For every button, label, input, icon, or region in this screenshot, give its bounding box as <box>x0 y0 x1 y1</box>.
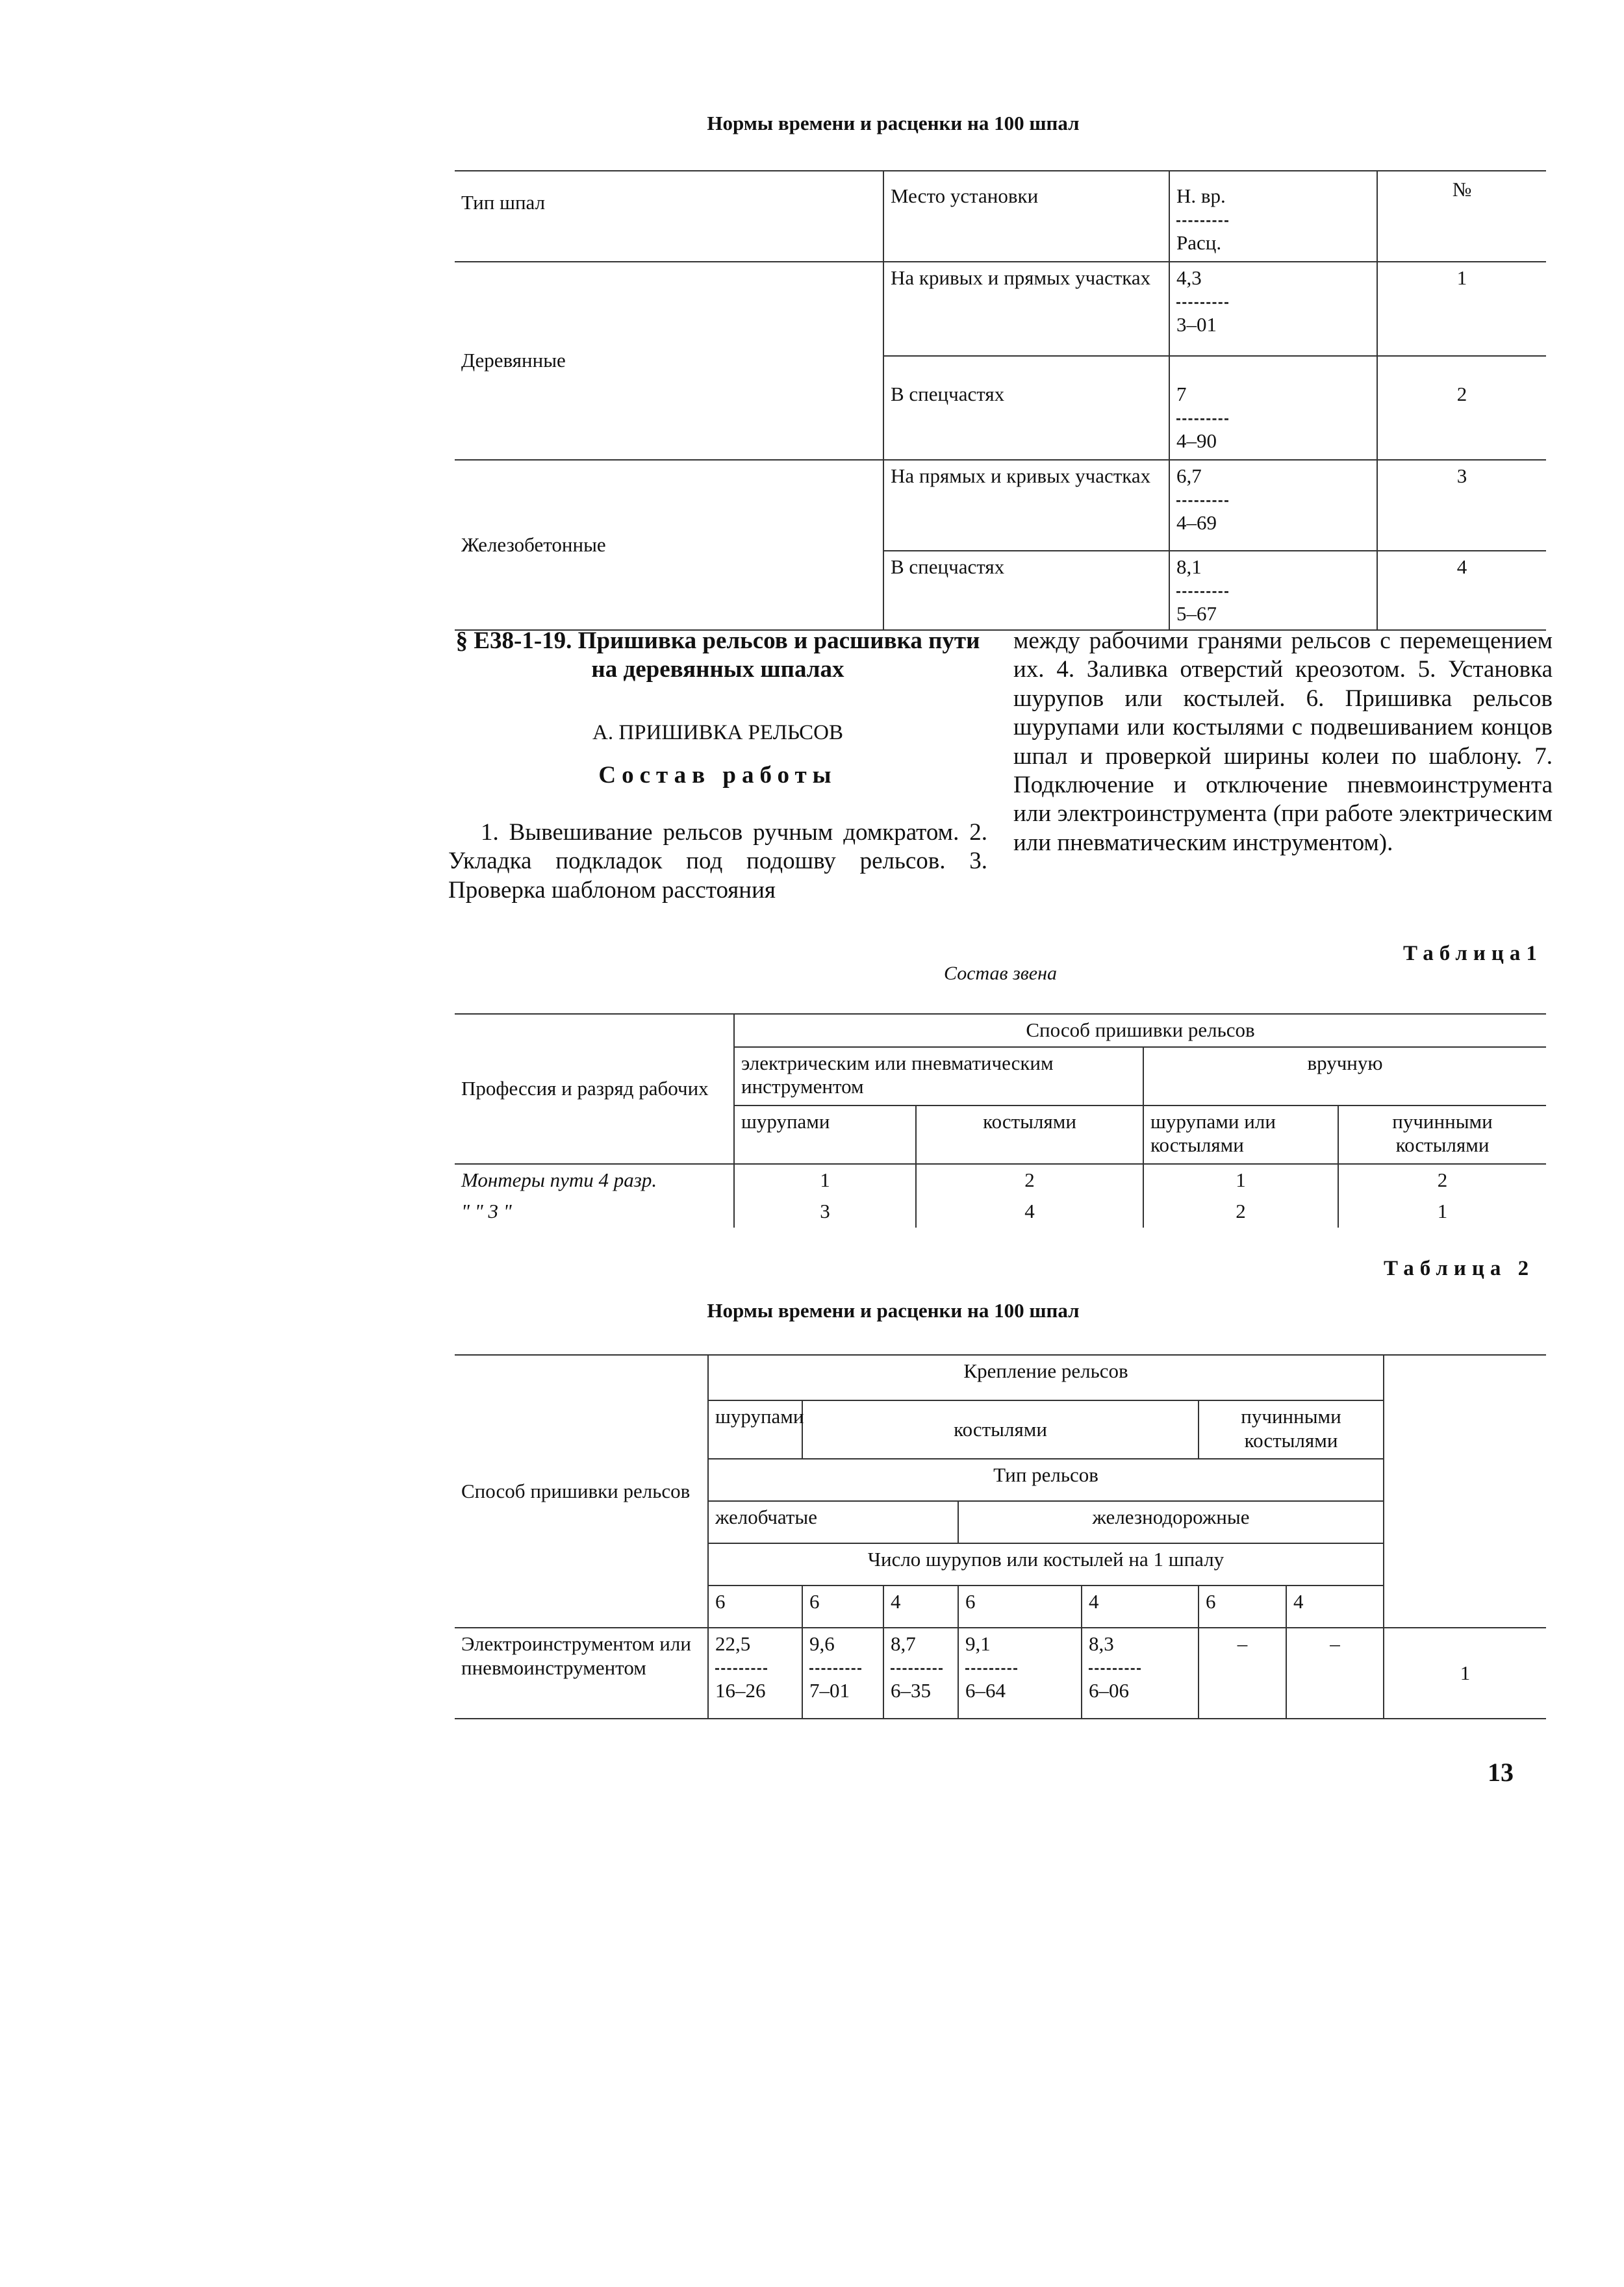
count-cell: 4 <box>883 1586 958 1628</box>
col-method: Способ пришивки рельсов <box>455 1355 708 1628</box>
value: 3 <box>734 1196 916 1228</box>
col-manual: вручную <box>1143 1047 1546 1106</box>
count-cell: 4 <box>1082 1586 1199 1628</box>
norm-rate: 4,3 3–01 <box>1169 262 1377 356</box>
norm-rate: 6,7 4–69 <box>1169 460 1377 551</box>
t1-label: Таблица1 <box>1403 942 1543 965</box>
col-place: Место установки <box>883 171 1169 262</box>
type-concrete: Железобетонные <box>455 460 883 630</box>
section-heading: § Е38-1-19. Пришивка рельсов и расшивка пути на деревянных шпалах <box>455 627 980 683</box>
h-rail-type: Тип рельсов <box>708 1459 1384 1501</box>
prof-row: " " 3 " <box>455 1196 734 1228</box>
norm-rate: 9,6 7–01 <box>802 1628 883 1719</box>
type-wood: Деревянные <box>455 262 883 460</box>
norms-table-0 <box>455 170 1546 631</box>
value: 4 <box>916 1196 1143 1228</box>
sub-screws: шурупами <box>734 1106 916 1164</box>
count-cell: 6 <box>708 1586 802 1628</box>
place: В спецчастях <box>883 356 1169 460</box>
row-no: 4 <box>1377 551 1546 630</box>
h-count: Число шурупов или костылей на 1 шпалу <box>708 1543 1384 1586</box>
col-fixing: Крепление рельсов <box>708 1355 1384 1400</box>
sub-screws-or-spikes: шурупами или костылями <box>1143 1106 1338 1164</box>
col-method: Способ пришивки рельсов <box>734 1014 1546 1047</box>
value: 1 <box>1338 1196 1546 1228</box>
count-cell: 4 <box>1286 1586 1384 1628</box>
row-no: 2 <box>1377 356 1546 460</box>
value: 1 <box>1143 1164 1338 1196</box>
row-no: 1 <box>1377 262 1546 356</box>
col-type: Тип шпал <box>455 171 883 262</box>
h-railway: железнодорожные <box>958 1501 1384 1543</box>
row-no: 1 <box>1384 1628 1546 1719</box>
crew-table <box>455 1013 1546 1228</box>
value: 2 <box>916 1164 1143 1196</box>
place: На кривых и прямых участках <box>883 262 1169 356</box>
value: 2 <box>1338 1164 1546 1196</box>
h-spikes: костылями <box>802 1400 1199 1459</box>
h-heave-spikes: пучинными костылями <box>1199 1400 1384 1459</box>
dash-cell: – <box>1286 1628 1384 1719</box>
col-profession: Профессия и разряд рабочих <box>455 1014 734 1164</box>
t2-title: Нормы времени и расценки на 100 шпал <box>707 1299 1080 1322</box>
t0-title: Нормы времени и расценки на 100 шпал <box>707 112 1080 134</box>
norm-rate: 22,5 16–26 <box>708 1628 802 1719</box>
count-cell: 6 <box>1199 1586 1286 1628</box>
col-no-blank <box>1384 1355 1546 1628</box>
value: 2 <box>1143 1196 1338 1228</box>
norm-rate: 9,1 6–64 <box>958 1628 1082 1719</box>
dash-cell: – <box>1199 1628 1286 1719</box>
prof-row: Монтеры пути 4 разр. <box>455 1164 734 1196</box>
t1-title: Состав звена <box>943 963 1057 984</box>
page-number: 13 <box>1488 1758 1514 1787</box>
t2-label: Таблица 2 <box>1384 1257 1535 1280</box>
work-title: Состав работы <box>598 762 837 789</box>
norms-table-2 <box>455 1354 1546 1719</box>
place: На прямых и кривых участках <box>883 460 1169 551</box>
work-text-left: 1. Вывешивание рельсов ручным домкратом. 2. Укладка подкладок под подошву рельсов. 3. Проверка шаблоном расстояния <box>448 819 987 903</box>
sub-heave-spikes: пучинными костылями <box>1338 1106 1546 1164</box>
col-norm-rate: Н. вр. Расц. <box>1169 171 1377 262</box>
value: 1 <box>734 1164 916 1196</box>
place: В спецчастях <box>883 551 1169 630</box>
col-no: № <box>1377 171 1546 262</box>
h-screws: шурупами <box>708 1400 802 1459</box>
norm-rate: 8,3 6–06 <box>1082 1628 1199 1719</box>
count-cell: 6 <box>802 1586 883 1628</box>
norm-rate: 8,1 5–67 <box>1169 551 1377 630</box>
h-grooved: желобчатые <box>708 1501 958 1543</box>
col-power-tool: электрическим или пневматическим инструментом <box>734 1047 1143 1106</box>
method-row: Электроинструментом или пневмоинструментом <box>455 1628 708 1719</box>
sub-spikes: костылями <box>916 1106 1143 1164</box>
row-no: 3 <box>1377 460 1546 551</box>
count-cell: 6 <box>958 1586 1082 1628</box>
section-subheading: А. ПРИШИВКА РЕЛЬСОВ <box>592 721 843 744</box>
norm-rate: 7 4–90 <box>1169 356 1377 460</box>
norm-rate: 8,7 6–35 <box>883 1628 958 1719</box>
work-text-right: между рабочими гранями рельсов с перемещением их. 4. Заливка отверстий креозотом. 5. Установка шурупов или костылей. 6. Пришивка рельсов шурупами или костылями с подвешиванием концов шпал и проверкой ширины колеи по шаблону. 7. Подключение и отключение пневмоинструмента или электроинструмента (при работе электрическим или пневматическим инструментом). <box>1013 627 1553 856</box>
